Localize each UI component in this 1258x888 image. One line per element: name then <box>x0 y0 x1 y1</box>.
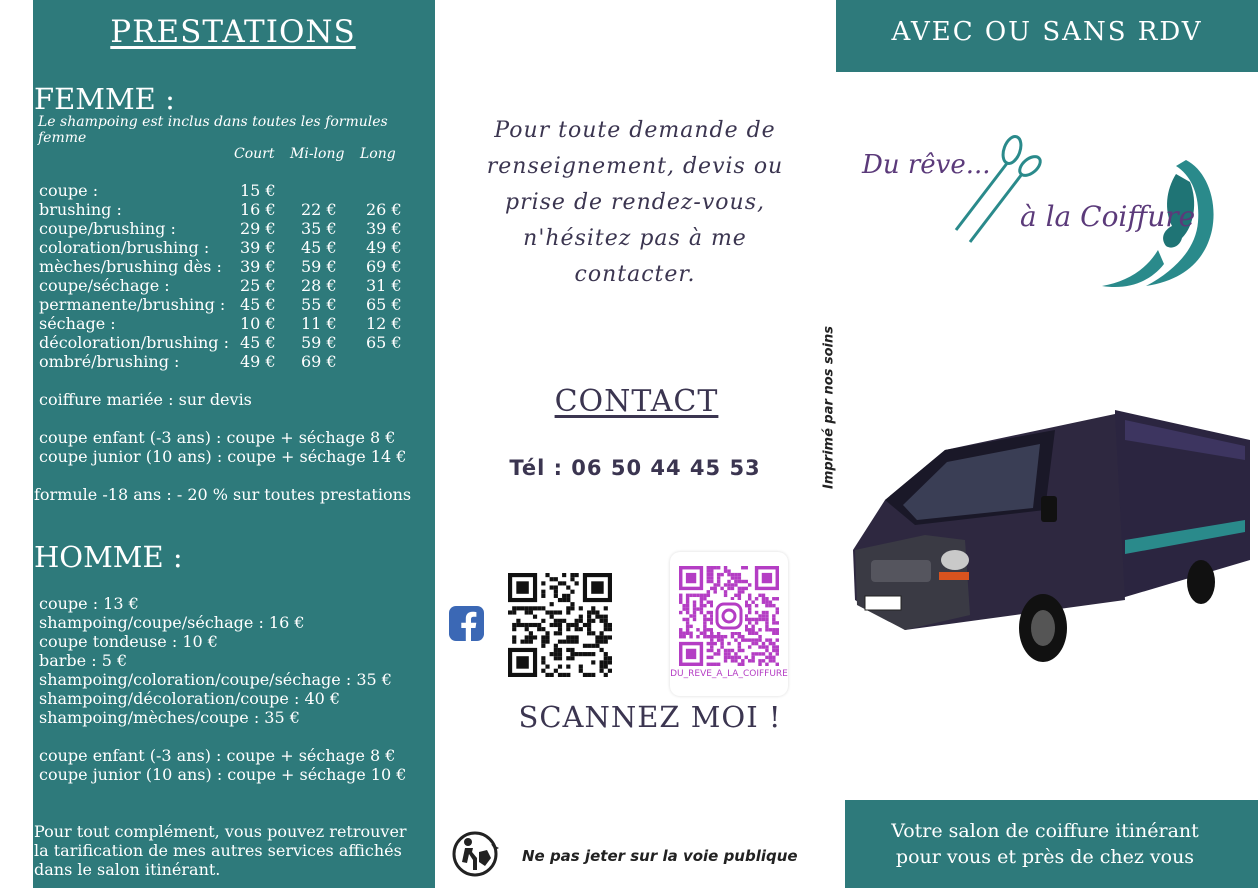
price-long: 49 € <box>366 238 402 257</box>
intro-line: contacter. <box>574 262 696 287</box>
price-court: 45 € <box>240 295 276 314</box>
service-name: coupe/brushing : <box>39 219 176 238</box>
price-long: 65 € <box>366 295 402 314</box>
logo-line1: Du rêve... <box>862 150 991 180</box>
femme-price-row <box>39 295 419 314</box>
homme-line: shampoing/décoloration/coupe : 40 € <box>39 689 341 708</box>
footer-line: Pour tout complément, vous pouvez retrouver <box>34 822 407 841</box>
prestations-panel <box>33 0 435 888</box>
scan-label: SCANNEZ MOI ! <box>518 700 782 734</box>
price-long: 69 € <box>366 257 402 276</box>
price-milong: 35 € <box>301 219 337 238</box>
phone-number[interactable]: Tél : 06 50 44 45 53 <box>509 456 761 480</box>
intro-line: n'hésitez pas à me <box>523 226 747 251</box>
intro-line: Pour toute demande de <box>494 118 776 143</box>
rdv-header-text: AVEC OU SANS RDV <box>891 17 1203 47</box>
col-long: Long <box>360 146 396 162</box>
service-name: permanente/brushing : <box>39 295 226 314</box>
van-image <box>845 400 1255 674</box>
price-milong: 11 € <box>301 314 337 333</box>
logo-line2: à la Coiffure <box>1020 200 1196 233</box>
price-court: 10 € <box>240 314 276 333</box>
femme-price-row <box>39 219 419 238</box>
intro-line: renseignement, devis ou <box>486 154 784 179</box>
femme-price-row <box>39 352 419 371</box>
femme-heading: FEMME : <box>34 82 175 116</box>
price-court: 45 € <box>240 333 276 352</box>
price-long: 12 € <box>366 314 402 333</box>
rdv-header <box>836 0 1258 72</box>
footer-line: dans le salon itinérant. <box>34 860 221 879</box>
tagline-line: pour vous et près de chez vous <box>895 846 1195 868</box>
col-court: Court <box>234 146 275 162</box>
femme-price-row <box>39 181 419 200</box>
contact-heading: CONTACT <box>554 384 719 419</box>
price-court: 39 € <box>240 257 276 276</box>
price-court: 16 € <box>240 200 276 219</box>
femme-note: Le shampoing est inclus dans toutes les formules femme <box>38 114 388 146</box>
price-milong: 45 € <box>301 238 337 257</box>
price-long: 65 € <box>366 333 402 352</box>
service-name: séchage : <box>39 314 116 333</box>
price-court: 29 € <box>240 219 276 238</box>
service-name: décoloration/brushing : <box>39 333 229 352</box>
price-long: 26 € <box>366 200 402 219</box>
prestations-title: PRESTATIONS <box>110 14 356 50</box>
price-court: 49 € <box>240 352 276 371</box>
homme-line: shampoing/mèches/coupe : 35 € <box>39 708 300 727</box>
price-milong: 59 € <box>301 257 337 276</box>
price-court: 39 € <box>240 238 276 257</box>
femme-price-row <box>39 238 419 257</box>
recycle-icon <box>451 830 503 882</box>
price-long: 31 € <box>366 276 402 295</box>
price-milong: 69 € <box>301 352 337 371</box>
femme-price-row <box>39 276 419 295</box>
service-name: coupe/séchage : <box>39 276 170 295</box>
facebook-qr-code[interactable] <box>508 573 612 681</box>
printed-note: Imprimé par nos soins <box>821 325 837 490</box>
instagram-qr-card[interactable] <box>670 552 788 696</box>
femme-mariee: coiffure mariée : sur devis <box>39 390 252 409</box>
service-name: brushing : <box>39 200 122 219</box>
homme-line: barbe : 5 € <box>39 651 128 670</box>
femme-price-row <box>39 333 419 352</box>
service-name: ombré/brushing : <box>39 352 180 371</box>
contact-intro <box>480 113 790 293</box>
homme-line: coupe tondeuse : 10 € <box>39 632 218 651</box>
femme-junior: coupe junior (10 ans) : coupe + séchage 14 € <box>39 447 407 466</box>
instagram-icon <box>713 600 745 632</box>
facebook-icon[interactable] <box>449 606 484 641</box>
price-milong: 22 € <box>301 200 337 219</box>
femme-price-row <box>39 257 419 276</box>
price-milong: 59 € <box>301 333 337 352</box>
homme-heading: HOMME : <box>34 540 183 574</box>
instagram-handle: DU_REVE_A_LA_COIFFURE <box>670 669 788 679</box>
footer-line: la tarification de mes autres services affichés <box>34 841 402 860</box>
homme-enfant: coupe enfant (-3 ans) : coupe + séchage 8 € <box>39 746 396 765</box>
price-milong: 55 € <box>301 295 337 314</box>
service-name: mèches/brushing dès : <box>39 257 222 276</box>
disposal-note: Ne pas jeter sur la voie publique <box>522 847 798 865</box>
homme-line: shampoing/coloration/coupe/séchage : 35 € <box>39 670 392 689</box>
homme-line: coupe : 13 € <box>39 594 139 613</box>
service-name: coloration/brushing : <box>39 238 210 257</box>
price-long: 39 € <box>366 219 402 238</box>
femme-enfant: coupe enfant (-3 ans) : coupe + séchage 8 € <box>39 428 396 447</box>
price-milong: 28 € <box>301 276 337 295</box>
tagline-panel <box>845 800 1258 888</box>
formule-18: formule -18 ans : - 20 % sur toutes prestations <box>34 485 412 504</box>
tagline-line: Votre salon de coiffure itinérant <box>891 820 1199 842</box>
col-milong: Mi-long <box>290 146 345 162</box>
femme-price-row <box>39 314 419 333</box>
price-court: 25 € <box>240 276 276 295</box>
price-court: 15 € <box>240 181 276 200</box>
service-name: coupe : <box>39 181 99 200</box>
femme-price-row <box>39 200 419 219</box>
homme-junior: coupe junior (10 ans) : coupe + séchage 10 € <box>39 765 407 784</box>
homme-line: shampoing/coupe/séchage : 16 € <box>39 613 305 632</box>
intro-line: prise de rendez-vous, <box>505 190 765 215</box>
